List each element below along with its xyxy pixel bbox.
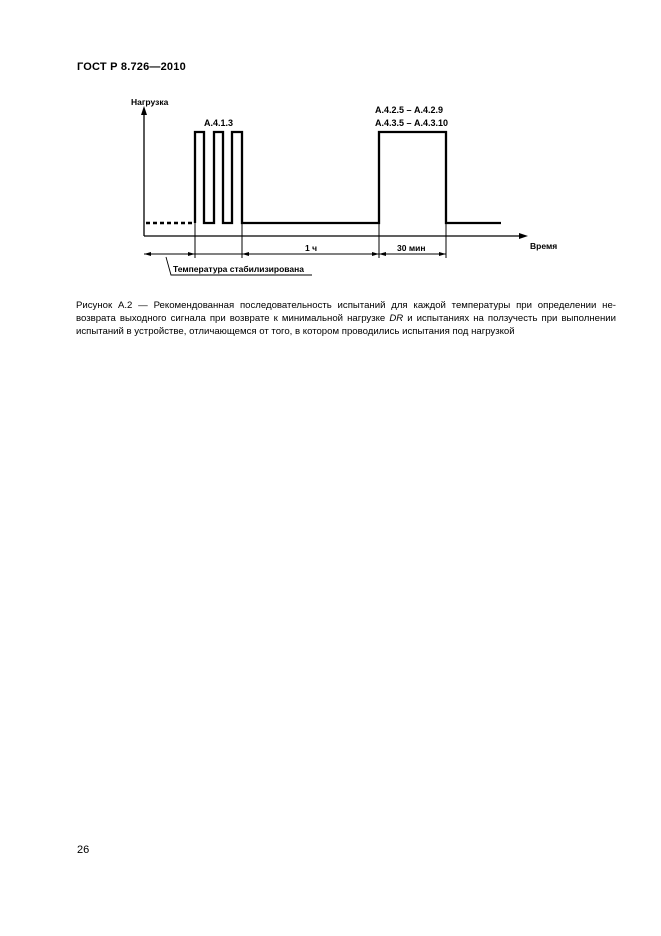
label-hold-line1: А.4.2.5 – А.4.2.9: [375, 105, 444, 115]
y-axis-arrow: [141, 106, 147, 115]
load-time-diagram: [0, 0, 661, 290]
caption-line-2-part-b: и испытаниях на ползучесть при выполнении: [403, 313, 616, 324]
caption-line-3: испытаний в устройстве, отличающемся от того, в котором проводились испытания под нагрузкой: [76, 326, 515, 337]
dimension-arrow: [188, 252, 195, 256]
x-axis-arrow: [519, 233, 528, 239]
dimension-arrow: [372, 252, 379, 256]
label-cycles: А.4.1.3: [204, 118, 234, 128]
interval-1-label: 1 ч: [305, 243, 318, 253]
dimension-arrow: [439, 252, 446, 256]
page-number: 26: [77, 844, 90, 856]
figure-caption: [76, 299, 616, 338]
label-hold-line2: А.4.3.5 – А.4.3.10: [375, 118, 449, 128]
stabilization-label: Температура стабилизирована: [173, 264, 304, 274]
dimension-arrow: [144, 252, 151, 256]
y-axis-label: Нагрузка: [131, 97, 169, 107]
caption-line-2: [76, 312, 616, 325]
caption-line-1: Рисунок А.2 — Рекомендованная последовательность испытаний для каждой температуры при определении не-: [76, 300, 616, 311]
dimension-arrow: [379, 252, 386, 256]
dimension-arrow: [242, 252, 249, 256]
load-curve: [195, 132, 501, 223]
caption-line-2-part-a: возврата выходного сигнала при возврате к минимальной нагрузке: [76, 313, 390, 324]
caption-symbol-dr: DR: [389, 313, 404, 324]
x-axis-label: Время: [530, 241, 558, 251]
document-header: ГОСТ Р 8.726—2010: [77, 61, 186, 73]
interval-2-label: 30 мин: [397, 243, 426, 253]
